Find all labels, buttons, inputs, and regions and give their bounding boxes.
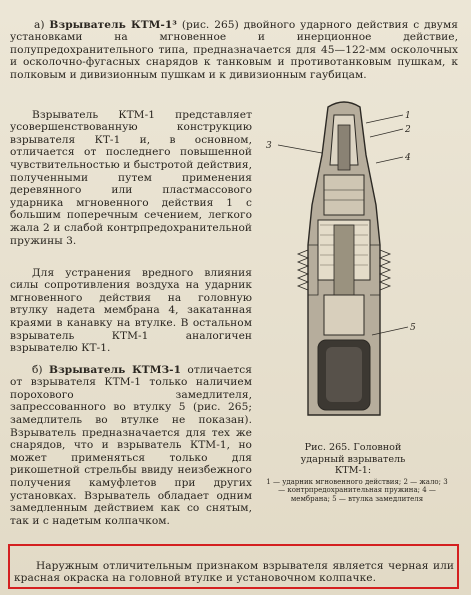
paragraph-ktmz1: б) Взрыватель КТМЗ-1 отличается от взрывателя КТМ-1 только наличием порохового замедлителя, запрессованного во втулку 5 (рис. 265; замедлитель во втулке не показан). Взрыватель предназначается для тех же снарядов, что и взрыватель КТМ-1, но может применяться только для рикошетной стрельбы ввиду неизбежного получения камуфлетов при других установках. Взрыватель обладает одним замедленным действием как со снятым, так и с надетым колпачком. (10, 363, 252, 527)
callout-label: 2 (405, 125, 411, 135)
paragraph-ktm1-intro: а) Взрыватель КТМ-1³ (рис. 265) двойного ударного действия с двумя установками на мгновенное и инерционное действие, полупредохранительного типа, предназначается для 45—122-мм осколочных и осколочно-фугасных снарядов к танковым и противотанковым пушкам, к полковым и дивизионным пушкам и к дивизионным гаубицам. (10, 18, 458, 81)
figure-legend: 1 — ударник мгновенного действия; 2 — жало; 3 — контрпредохранительная пружина; 4 — мембрана; 5 — втулка замедлителя (266, 478, 448, 503)
callout-label: 1 (405, 111, 411, 121)
fuze-diagram (258, 95, 430, 445)
paragraph-membrane: Для устранения вредного влияния силы сопротивления воздуха на ударник мгновенного действия на головную втулку надета мембрана 4, закатанная краями в канавку на втулке. В остальном взрыватель КТМ-1 аналогичен взрывателю КТ-1. (10, 266, 252, 355)
paragraph-ktm1-description: Взрыватель КТМ-1 представляет усовершенствованную конструкцию взрывателя КТ-1 и, в основном, отличается от последнего повышенной чувствительностью и быстротой действия, полученными путем применения деревянного или пластмассового ударника мгновенного действия 1 с большим поперечным сечением, легкого жала 2 и слабой контрпредохранительной пружины 3. (10, 108, 252, 247)
callout-label: 4 (405, 153, 411, 163)
heading-ktm1: Взрыватель КТМ-1³ (49, 18, 177, 31)
heading-ktmz1: Взрыватель КТМЗ-1 (48, 363, 182, 376)
callout-label: 5 (410, 323, 416, 333)
figure-caption: Рис. 265. Головной ударный взрыватель КТМ-1: (300, 442, 406, 476)
paragraph-external-markings: Наружным отличительным признаком взрывателя является черная или красная окраска на головной втулке и установочном колпачке. (14, 559, 454, 585)
callout-label: 3 (266, 141, 272, 151)
